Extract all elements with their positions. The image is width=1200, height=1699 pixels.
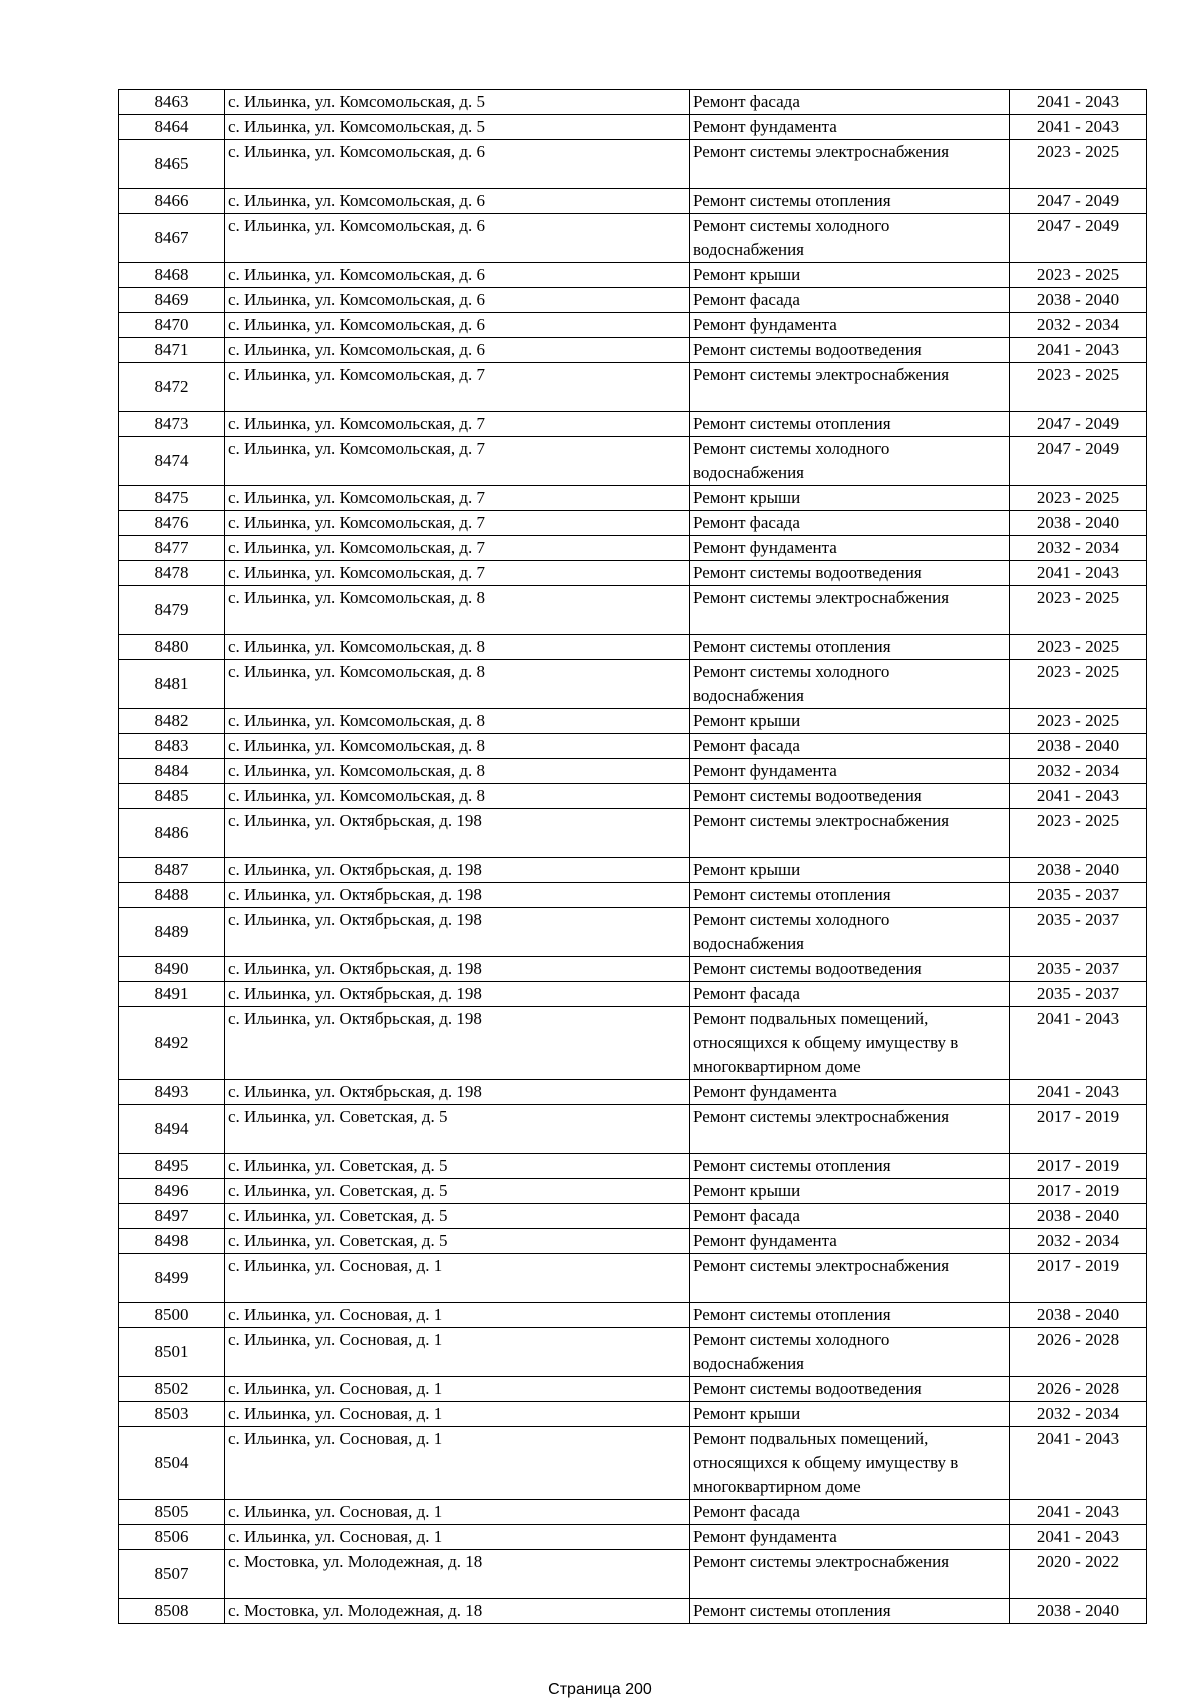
period-cell: 2023 - 2025 xyxy=(1010,263,1147,288)
address-cell: с. Ильинка, ул. Комсомольская, д. 5 xyxy=(225,115,690,140)
period-cell: 2032 - 2034 xyxy=(1010,1402,1147,1427)
period-cell: 2041 - 2043 xyxy=(1010,784,1147,809)
period-cell: 2023 - 2025 xyxy=(1010,660,1147,709)
work-type-cell: Ремонт фасада xyxy=(690,734,1010,759)
work-type-cell: Ремонт системы отопления xyxy=(690,1303,1010,1328)
table-row xyxy=(119,189,1147,214)
row-number: 8480 xyxy=(119,635,225,660)
work-type-cell: Ремонт фундамента xyxy=(690,313,1010,338)
work-type-cell: Ремонт фундамента xyxy=(690,1525,1010,1550)
work-type-cell: Ремонт системы отопления xyxy=(690,1154,1010,1179)
address-cell: с. Ильинка, ул. Октябрьская, д. 198 xyxy=(225,957,690,982)
table-row xyxy=(119,363,1147,412)
period-cell: 2041 - 2043 xyxy=(1010,561,1147,586)
table-row xyxy=(119,1179,1147,1204)
row-number: 8476 xyxy=(119,511,225,536)
address-cell: с. Ильинка, ул. Комсомольская, д. 7 xyxy=(225,363,690,412)
address-cell: с. Ильинка, ул. Комсомольская, д. 8 xyxy=(225,586,690,635)
period-cell: 2023 - 2025 xyxy=(1010,363,1147,412)
work-type-cell: Ремонт системы электроснабжения xyxy=(690,363,1010,412)
row-number: 8466 xyxy=(119,189,225,214)
table-row xyxy=(119,858,1147,883)
address-cell: с. Ильинка, ул. Комсомольская, д. 6 xyxy=(225,189,690,214)
table-row xyxy=(119,759,1147,784)
address-cell: с. Ильинка, ул. Октябрьская, д. 198 xyxy=(225,982,690,1007)
work-type-cell: Ремонт системы отопления xyxy=(690,189,1010,214)
row-number: 8505 xyxy=(119,1500,225,1525)
table-row xyxy=(119,90,1147,115)
table-row xyxy=(119,1154,1147,1179)
period-cell: 2041 - 2043 xyxy=(1010,1007,1147,1080)
period-cell: 2020 - 2022 xyxy=(1010,1550,1147,1599)
address-cell: с. Мостовка, ул. Молодежная, д. 18 xyxy=(225,1599,690,1624)
period-cell: 2041 - 2043 xyxy=(1010,115,1147,140)
work-type-cell: Ремонт фасада xyxy=(690,1204,1010,1229)
address-cell: с. Ильинка, ул. Советская, д. 5 xyxy=(225,1204,690,1229)
period-cell: 2047 - 2049 xyxy=(1010,437,1147,486)
work-type-cell: Ремонт подвальных помещений, относящихся к общему имуществу в многоквартирном доме xyxy=(690,1427,1010,1500)
period-cell: 2038 - 2040 xyxy=(1010,1204,1147,1229)
table-row xyxy=(119,982,1147,1007)
period-cell: 2026 - 2028 xyxy=(1010,1377,1147,1402)
period-cell: 2041 - 2043 xyxy=(1010,1525,1147,1550)
address-cell: с. Ильинка, ул. Комсомольская, д. 6 xyxy=(225,263,690,288)
period-cell: 2038 - 2040 xyxy=(1010,1303,1147,1328)
address-cell: с. Ильинка, ул. Комсомольская, д. 7 xyxy=(225,486,690,511)
table-row xyxy=(119,1254,1147,1303)
table-row xyxy=(119,437,1147,486)
table-row xyxy=(119,486,1147,511)
row-number: 8463 xyxy=(119,90,225,115)
row-number: 8484 xyxy=(119,759,225,784)
row-number: 8469 xyxy=(119,288,225,313)
work-type-cell: Ремонт системы водоотведения xyxy=(690,338,1010,363)
work-type-cell: Ремонт фасада xyxy=(690,90,1010,115)
work-type-cell: Ремонт системы холодного водоснабжения xyxy=(690,660,1010,709)
address-cell: с. Мостовка, ул. Молодежная, д. 18 xyxy=(225,1550,690,1599)
row-number: 8468 xyxy=(119,263,225,288)
period-cell: 2041 - 2043 xyxy=(1010,1500,1147,1525)
row-number: 8492 xyxy=(119,1007,225,1080)
table-row xyxy=(119,338,1147,363)
row-number: 8482 xyxy=(119,709,225,734)
work-type-cell: Ремонт системы электроснабжения xyxy=(690,809,1010,858)
work-type-cell: Ремонт системы отопления xyxy=(690,883,1010,908)
work-type-cell: Ремонт фундамента xyxy=(690,1080,1010,1105)
address-cell: с. Ильинка, ул. Сосновая, д. 1 xyxy=(225,1254,690,1303)
row-number: 8497 xyxy=(119,1204,225,1229)
period-cell: 2041 - 2043 xyxy=(1010,338,1147,363)
address-cell: с. Ильинка, ул. Советская, д. 5 xyxy=(225,1229,690,1254)
row-number: 8471 xyxy=(119,338,225,363)
address-cell: с. Ильинка, ул. Комсомольская, д. 6 xyxy=(225,338,690,363)
work-type-cell: Ремонт крыши xyxy=(690,263,1010,288)
table-row xyxy=(119,1500,1147,1525)
period-cell: 2023 - 2025 xyxy=(1010,709,1147,734)
row-number: 8478 xyxy=(119,561,225,586)
row-number: 8508 xyxy=(119,1599,225,1624)
address-cell: с. Ильинка, ул. Октябрьская, д. 198 xyxy=(225,883,690,908)
address-cell: с. Ильинка, ул. Комсомольская, д. 7 xyxy=(225,561,690,586)
row-number: 8483 xyxy=(119,734,225,759)
row-number: 8486 xyxy=(119,809,225,858)
row-number: 8490 xyxy=(119,957,225,982)
address-cell: с. Ильинка, ул. Комсомольская, д. 8 xyxy=(225,660,690,709)
period-cell: 2026 - 2028 xyxy=(1010,1328,1147,1377)
work-type-cell: Ремонт фасада xyxy=(690,982,1010,1007)
row-number: 8474 xyxy=(119,437,225,486)
work-type-cell: Ремонт системы водоотведения xyxy=(690,1377,1010,1402)
work-type-cell: Ремонт крыши xyxy=(690,1402,1010,1427)
row-number: 8501 xyxy=(119,1328,225,1377)
period-cell: 2017 - 2019 xyxy=(1010,1154,1147,1179)
address-cell: с. Ильинка, ул. Сосновая, д. 1 xyxy=(225,1402,690,1427)
row-number: 8475 xyxy=(119,486,225,511)
address-cell: с. Ильинка, ул. Комсомольская, д. 8 xyxy=(225,734,690,759)
work-type-cell: Ремонт фасада xyxy=(690,288,1010,313)
row-number: 8479 xyxy=(119,586,225,635)
address-cell: с. Ильинка, ул. Сосновая, д. 1 xyxy=(225,1328,690,1377)
work-type-cell: Ремонт системы холодного водоснабжения xyxy=(690,1328,1010,1377)
row-number: 8488 xyxy=(119,883,225,908)
row-number: 8465 xyxy=(119,140,225,189)
work-type-cell: Ремонт системы отопления xyxy=(690,635,1010,660)
work-type-cell: Ремонт системы электроснабжения xyxy=(690,586,1010,635)
work-type-cell: Ремонт системы электроснабжения xyxy=(690,1254,1010,1303)
row-number: 8494 xyxy=(119,1105,225,1154)
table-row xyxy=(119,1525,1147,1550)
row-number: 8500 xyxy=(119,1303,225,1328)
work-type-cell: Ремонт системы холодного водоснабжения xyxy=(690,214,1010,263)
table-row xyxy=(119,734,1147,759)
address-cell: с. Ильинка, ул. Сосновая, д. 1 xyxy=(225,1500,690,1525)
period-cell: 2017 - 2019 xyxy=(1010,1105,1147,1154)
address-cell: с. Ильинка, ул. Сосновая, д. 1 xyxy=(225,1427,690,1500)
row-number: 8467 xyxy=(119,214,225,263)
address-cell: с. Ильинка, ул. Комсомольская, д. 7 xyxy=(225,412,690,437)
period-cell: 2047 - 2049 xyxy=(1010,189,1147,214)
row-number: 8477 xyxy=(119,536,225,561)
table-row xyxy=(119,1303,1147,1328)
table-row xyxy=(119,957,1147,982)
period-cell: 2038 - 2040 xyxy=(1010,858,1147,883)
address-cell: с. Ильинка, ул. Комсомольская, д. 6 xyxy=(225,140,690,189)
table-row xyxy=(119,511,1147,536)
row-number: 8491 xyxy=(119,982,225,1007)
address-cell: с. Ильинка, ул. Советская, д. 5 xyxy=(225,1179,690,1204)
row-number: 8502 xyxy=(119,1377,225,1402)
table-row xyxy=(119,263,1147,288)
table-row xyxy=(119,1080,1147,1105)
address-cell: с. Ильинка, ул. Советская, д. 5 xyxy=(225,1154,690,1179)
work-type-cell: Ремонт крыши xyxy=(690,858,1010,883)
address-cell: с. Ильинка, ул. Комсомольская, д. 7 xyxy=(225,536,690,561)
row-number: 8485 xyxy=(119,784,225,809)
period-cell: 2032 - 2034 xyxy=(1010,759,1147,784)
table-row xyxy=(119,1328,1147,1377)
row-number: 8473 xyxy=(119,412,225,437)
period-cell: 2017 - 2019 xyxy=(1010,1254,1147,1303)
work-type-cell: Ремонт системы электроснабжения xyxy=(690,1105,1010,1154)
row-number: 8493 xyxy=(119,1080,225,1105)
period-cell: 2032 - 2034 xyxy=(1010,536,1147,561)
address-cell: с. Ильинка, ул. Октябрьская, д. 198 xyxy=(225,858,690,883)
period-cell: 2038 - 2040 xyxy=(1010,288,1147,313)
period-cell: 2023 - 2025 xyxy=(1010,486,1147,511)
address-cell: с. Ильинка, ул. Комсомольская, д. 7 xyxy=(225,511,690,536)
table-body xyxy=(119,90,1147,1624)
table-row xyxy=(119,635,1147,660)
work-type-cell: Ремонт фундамента xyxy=(690,759,1010,784)
period-cell: 2023 - 2025 xyxy=(1010,635,1147,660)
table-row xyxy=(119,288,1147,313)
row-number: 8487 xyxy=(119,858,225,883)
table-row xyxy=(119,214,1147,263)
period-cell: 2023 - 2025 xyxy=(1010,586,1147,635)
table-row xyxy=(119,1427,1147,1500)
row-number: 8496 xyxy=(119,1179,225,1204)
row-number: 8504 xyxy=(119,1427,225,1500)
row-number: 8506 xyxy=(119,1525,225,1550)
period-cell: 2047 - 2049 xyxy=(1010,412,1147,437)
table-row xyxy=(119,1229,1147,1254)
work-type-cell: Ремонт крыши xyxy=(690,709,1010,734)
table-row xyxy=(119,1007,1147,1080)
work-type-cell: Ремонт подвальных помещений, относящихся к общему имуществу в многоквартирном доме xyxy=(690,1007,1010,1080)
address-cell: с. Ильинка, ул. Комсомольская, д. 8 xyxy=(225,709,690,734)
page-number: Страница 200 xyxy=(548,1681,652,1698)
row-number: 8498 xyxy=(119,1229,225,1254)
address-cell: с. Ильинка, ул. Комсомольская, д. 6 xyxy=(225,214,690,263)
table-row xyxy=(119,115,1147,140)
work-type-cell: Ремонт фундамента xyxy=(690,536,1010,561)
address-cell: с. Ильинка, ул. Комсомольская, д. 8 xyxy=(225,635,690,660)
table-row xyxy=(119,140,1147,189)
work-type-cell: Ремонт фундамента xyxy=(690,1229,1010,1254)
table-row xyxy=(119,883,1147,908)
period-cell: 2041 - 2043 xyxy=(1010,90,1147,115)
table-row xyxy=(119,1402,1147,1427)
work-type-cell: Ремонт системы водоотведения xyxy=(690,957,1010,982)
work-type-cell: Ремонт крыши xyxy=(690,486,1010,511)
repair-schedule-table xyxy=(118,89,1147,1624)
table-row xyxy=(119,709,1147,734)
row-number: 8489 xyxy=(119,908,225,957)
table-row xyxy=(119,660,1147,709)
table-row xyxy=(119,1204,1147,1229)
table-row xyxy=(119,561,1147,586)
address-cell: с. Ильинка, ул. Октябрьская, д. 198 xyxy=(225,1007,690,1080)
period-cell: 2047 - 2049 xyxy=(1010,214,1147,263)
row-number: 8507 xyxy=(119,1550,225,1599)
table-row xyxy=(119,1599,1147,1624)
address-cell: с. Ильинка, ул. Советская, д. 5 xyxy=(225,1105,690,1154)
work-type-cell: Ремонт системы водоотведения xyxy=(690,561,1010,586)
address-cell: с. Ильинка, ул. Комсомольская, д. 6 xyxy=(225,313,690,338)
period-cell: 2032 - 2034 xyxy=(1010,313,1147,338)
table-row xyxy=(119,586,1147,635)
period-cell: 2035 - 2037 xyxy=(1010,883,1147,908)
period-cell: 2038 - 2040 xyxy=(1010,1599,1147,1624)
work-type-cell: Ремонт системы водоотведения xyxy=(690,784,1010,809)
period-cell: 2035 - 2037 xyxy=(1010,957,1147,982)
row-number: 8470 xyxy=(119,313,225,338)
table-row xyxy=(119,412,1147,437)
table-row xyxy=(119,536,1147,561)
table-row xyxy=(119,908,1147,957)
work-type-cell: Ремонт системы отопления xyxy=(690,412,1010,437)
table-row xyxy=(119,1377,1147,1402)
row-number: 8499 xyxy=(119,1254,225,1303)
row-number: 8472 xyxy=(119,363,225,412)
address-cell: с. Ильинка, ул. Комсомольская, д. 7 xyxy=(225,437,690,486)
work-type-cell: Ремонт крыши xyxy=(690,1179,1010,1204)
row-number: 8503 xyxy=(119,1402,225,1427)
work-type-cell: Ремонт фасада xyxy=(690,511,1010,536)
period-cell: 2038 - 2040 xyxy=(1010,734,1147,759)
address-cell: с. Ильинка, ул. Сосновая, д. 1 xyxy=(225,1377,690,1402)
period-cell: 2041 - 2043 xyxy=(1010,1080,1147,1105)
address-cell: с. Ильинка, ул. Комсомольская, д. 8 xyxy=(225,759,690,784)
address-cell: с. Ильинка, ул. Сосновая, д. 1 xyxy=(225,1303,690,1328)
table-row xyxy=(119,784,1147,809)
period-cell: 2041 - 2043 xyxy=(1010,1427,1147,1500)
address-cell: с. Ильинка, ул. Комсомольская, д. 5 xyxy=(225,90,690,115)
work-type-cell: Ремонт системы электроснабжения xyxy=(690,140,1010,189)
work-type-cell: Ремонт системы холодного водоснабжения xyxy=(690,908,1010,957)
period-cell: 2035 - 2037 xyxy=(1010,908,1147,957)
table-row xyxy=(119,809,1147,858)
work-type-cell: Ремонт системы холодного водоснабжения xyxy=(690,437,1010,486)
address-cell: с. Ильинка, ул. Комсомольская, д. 6 xyxy=(225,288,690,313)
period-cell: 2035 - 2037 xyxy=(1010,982,1147,1007)
address-cell: с. Ильинка, ул. Октябрьская, д. 198 xyxy=(225,908,690,957)
work-type-cell: Ремонт фасада xyxy=(690,1500,1010,1525)
period-cell: 2023 - 2025 xyxy=(1010,140,1147,189)
row-number: 8481 xyxy=(119,660,225,709)
address-cell: с. Ильинка, ул. Октябрьская, д. 198 xyxy=(225,1080,690,1105)
period-cell: 2038 - 2040 xyxy=(1010,511,1147,536)
address-cell: с. Ильинка, ул. Сосновая, д. 1 xyxy=(225,1525,690,1550)
table-row xyxy=(119,1550,1147,1599)
table-row xyxy=(119,313,1147,338)
address-cell: с. Ильинка, ул. Октябрьская, д. 198 xyxy=(225,809,690,858)
work-type-cell: Ремонт системы электроснабжения xyxy=(690,1550,1010,1599)
work-type-cell: Ремонт системы отопления xyxy=(690,1599,1010,1624)
period-cell: 2017 - 2019 xyxy=(1010,1179,1147,1204)
table-row xyxy=(119,1105,1147,1154)
work-type-cell: Ремонт фундамента xyxy=(690,115,1010,140)
row-number: 8464 xyxy=(119,115,225,140)
address-cell: с. Ильинка, ул. Комсомольская, д. 8 xyxy=(225,784,690,809)
row-number: 8495 xyxy=(119,1154,225,1179)
period-cell: 2032 - 2034 xyxy=(1010,1229,1147,1254)
period-cell: 2023 - 2025 xyxy=(1010,809,1147,858)
